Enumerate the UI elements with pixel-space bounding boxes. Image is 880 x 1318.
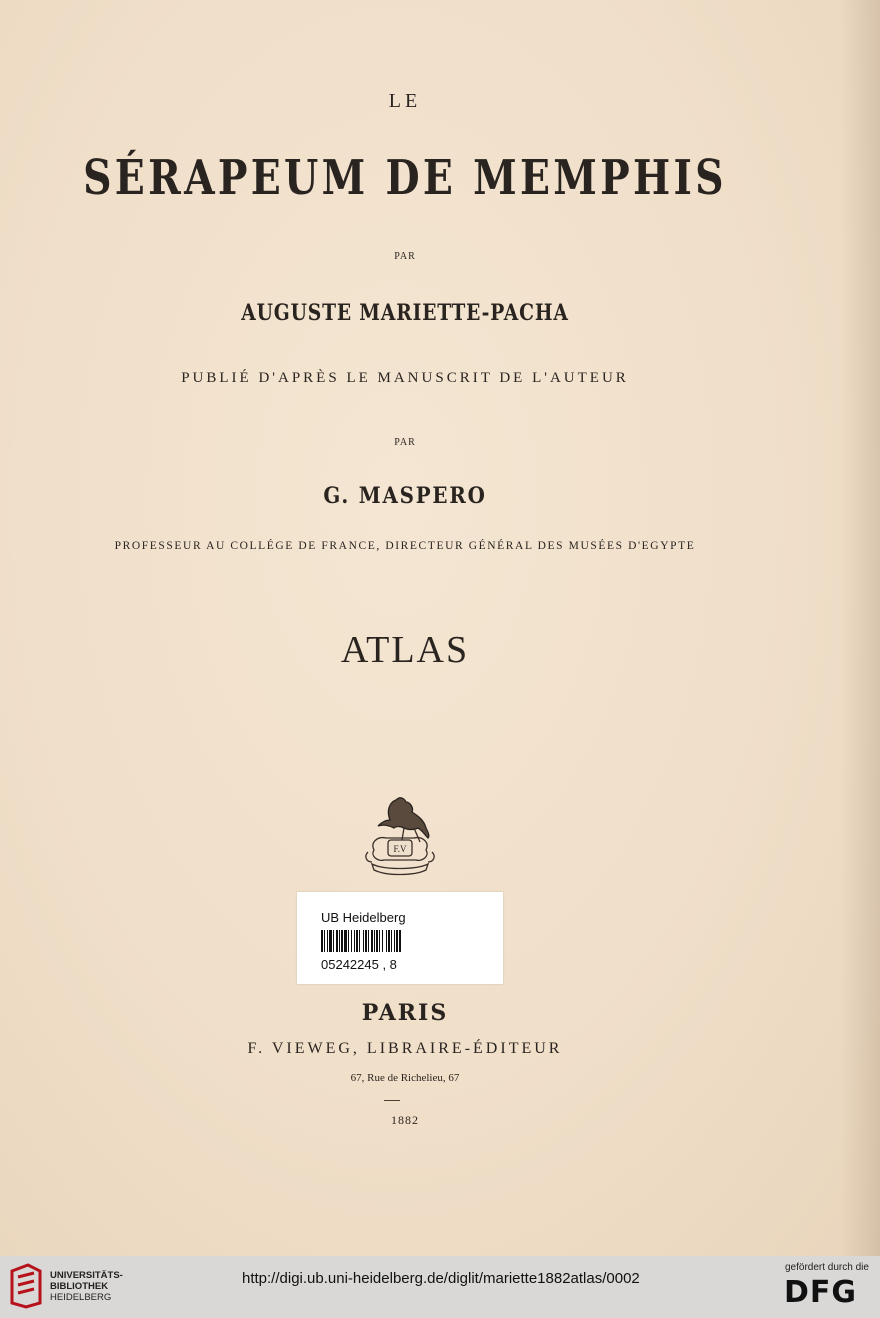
separator-rule (384, 1100, 400, 1101)
by-label-editor: PAR (394, 437, 416, 448)
emblem-monogram: F.V (393, 844, 407, 854)
library-barcode-label (297, 892, 503, 984)
publication-year: 1882 (391, 1113, 419, 1127)
digitization-footer (0, 1256, 880, 1318)
horse-crest-emblem-icon (360, 790, 440, 878)
publisher-name: F. VIEWEG, LIBRAIRE-ÉDITEUR (247, 1040, 563, 1057)
by-label: PAR (394, 251, 416, 262)
title-prefix: LE (388, 90, 422, 112)
volume-title: ATLAS (340, 629, 470, 671)
publication-note: PUBLIÉ D'APRÈS LE MANUSCRIT DE L'AUTEUR (181, 370, 629, 386)
author-name: AUGUSTE MARIETTE-PACHA (241, 300, 569, 326)
dfg-logo: DFG (784, 1275, 858, 1310)
publisher-address: 67, Rue de Richelieu, 67 (350, 1072, 460, 1084)
barcode (321, 930, 453, 952)
publication-city: PARIS (361, 1000, 449, 1026)
ub-line-3: HEIDELBERG (50, 1292, 112, 1303)
ub-line-2: BIBLIOTHEK (50, 1281, 109, 1292)
library-name: UB Heidelberg (321, 910, 406, 925)
editor-title: PROFESSEUR AU COLLÉGE DE FRANCE, DIRECTEUR GÉNÉRAL DES MUSÉES D'EGYPTE (114, 540, 696, 552)
permalink-url[interactable]: http://digi.ub.uni-heidelberg.de/diglit/mariette1882atlas/0002 (242, 1270, 640, 1287)
ub-heidelberg-logo-icon (8, 1263, 44, 1309)
book-title: SÉRAPEUM DE MEMPHIS (83, 150, 727, 206)
barcode-bar (401, 930, 402, 952)
ub-heidelberg-name (50, 1270, 123, 1303)
ub-line-1: UNIVERSITÄTS- (50, 1270, 123, 1281)
funding-note: gefördert durch die (785, 1262, 869, 1273)
editor-name: G. MASPERO (323, 483, 487, 509)
shelf-code: 05242245 , 8 (321, 957, 397, 972)
